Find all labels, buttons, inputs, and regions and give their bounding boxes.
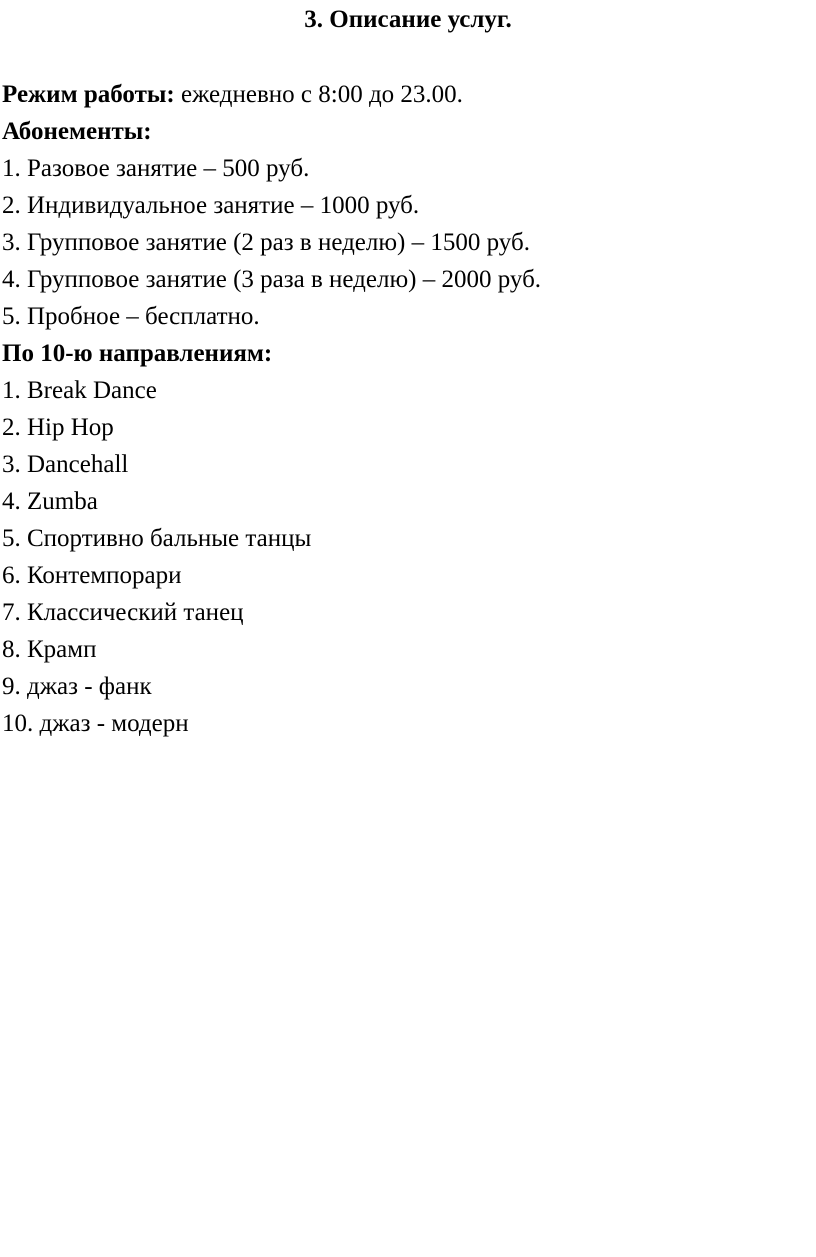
schedule-label: Режим работы: <box>2 81 175 108</box>
direction-item: 10. джаз - модерн <box>2 710 189 737</box>
subscription-item: 3. Групповое занятие (2 раз в неделю) – 1500 руб. <box>2 229 530 256</box>
direction-item: 2. Hip Hop <box>2 414 114 441</box>
subscription-item: 2. Индивидуальное занятие – 1000 руб. <box>2 192 420 219</box>
schedule-value: ежедневно с 8:00 до 23.00. <box>174 81 463 108</box>
direction-item: 8. Крамп <box>2 636 97 663</box>
direction-item: 7. Классический танец <box>2 599 244 626</box>
direction-item: 6. Контемпорари <box>2 562 182 589</box>
directions-list <box>2 372 812 742</box>
subscription-item: 5. Пробное – бесплатно. <box>2 303 260 330</box>
direction-item: 3. Dancehall <box>2 451 129 478</box>
subscription-item: 4. Групповое занятие (3 раза в неделю) – 2000 руб. <box>2 266 542 293</box>
subscriptions-list <box>2 150 812 335</box>
direction-item: 4. Zumba <box>2 488 98 515</box>
schedule-line <box>2 76 812 113</box>
subscriptions-heading: Абонементы: <box>2 118 152 145</box>
directions-heading: По 10-ю направлениям: <box>2 340 273 367</box>
direction-item: 9. джаз - фанк <box>2 673 152 700</box>
page-title: 3. Описание услуг. <box>304 6 512 33</box>
direction-item: 5. Спортивно бальные танцы <box>2 525 312 552</box>
document-body <box>2 76 812 742</box>
direction-item: 1. Break Dance <box>2 377 157 404</box>
subscription-item: 1. Разовое занятие – 500 руб. <box>2 155 310 182</box>
